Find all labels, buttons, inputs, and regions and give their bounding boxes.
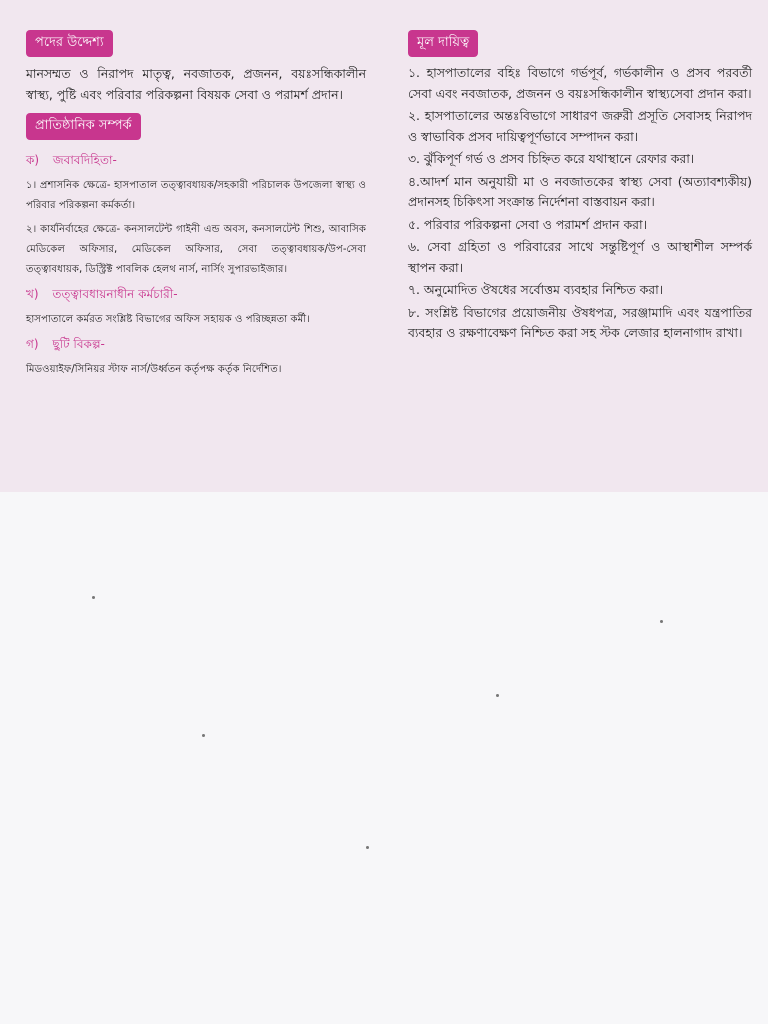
speck: [92, 596, 95, 599]
speck: [366, 846, 369, 849]
section-key: ক): [26, 153, 40, 167]
objective-heading: পদের উদ্দেশ্য: [26, 30, 113, 57]
right-column: [408, 30, 752, 346]
section-item: ১। প্রশাসনিক ক্ষেত্রে- হাসপাতাল তত্ত্বাবধায়ক/সহকারী পরিচালক উপজেলা স্বাস্থ্য ও পরিবার পরিকল্পনা কর্মকর্তা।: [26, 180, 366, 211]
duty-item: ৮. সংশ্লিষ্ট বিভাগের প্রয়োজনীয় ঔষধপত্র, সরঞ্জামাদি এবং যন্ত্রপাতির ব্যবহার ও রক্ষণাবেক্ষণ নিশ্চিত করা সহ স্টক লেজার হালনাগাদ রাখা।: [408, 304, 752, 340]
duties-list: [408, 63, 752, 344]
duty-item: ৩. ঝুঁকিপূর্ণ গর্ভ ও প্রসব চিহ্নিত করে যথাস্থানে রেফার করা।: [408, 151, 695, 166]
section-heading: [26, 152, 366, 172]
section-title: তত্ত্বাবধায়নাধীন কর্মচারী-: [52, 287, 178, 301]
duty-item: ৪.আদর্শ মান অনুযায়ী মা ও নবজাতকের স্বাস্থ্য সেবা (অত্যাবশ্যকীয়) প্রদানসহ চিকিৎসা সংক্রান্ত নির্দেশনা বাস্তবায়ন করা।: [408, 173, 752, 209]
left-column: [26, 30, 366, 384]
blank-area: [0, 492, 768, 1024]
speck: [496, 694, 499, 697]
section-heading: [26, 286, 366, 306]
brochure-panel: [0, 0, 768, 492]
duties-heading: মূল দায়িত্ব: [408, 30, 478, 57]
relation-heading: প্রাতিষ্ঠানিক সম্পর্ক: [26, 113, 141, 140]
speck: [202, 734, 205, 737]
section-title: ছুটি বিকল্প-: [52, 337, 105, 351]
section-item: হাসপাতালে কর্মরত সংশ্লিষ্ট বিভাগের অফিস সহায়ক ও পরিচ্ছন্নতা কর্মী।: [26, 314, 310, 325]
objective-text: মানসম্মত ও নিরাপদ মাতৃত্ব, নবজাতক, প্রজনন, বয়ঃসন্ধিকালীন স্বাস্থ্য, পুষ্টি এবং পরিবার পরিকল্পনা বিষয়ক সেবা ও পরামর্শ প্রদান।: [26, 66, 366, 102]
duty-item: ১. হাসপাতালের বহিঃ বিভাগে গর্ভপূর্ব, গর্ভকালীন ও প্রসব পরবর্তী সেবা এবং নবজাতক, প্রজনন ও বয়ঃসন্ধিকালীন স্বাস্থ্যসেবা প্রদান করা।: [408, 65, 752, 101]
section-item: মিডওয়াইফ/সিনিয়র স্টাফ নার্স/উর্ধ্বতন কর্তৃপক্ষ কর্তৃক নির্দেশিত।: [26, 364, 282, 375]
speck: [660, 620, 663, 623]
duty-item: ২. হাসপাতালের অন্তঃবিভাগে সাধারণ জরুরী প্রসূতি সেবাসহ নিরাপদ ও স্বাভাবিক প্রসব দায়িত্বপূর্ণভাবে সম্পাদন করা।: [408, 108, 752, 144]
duty-item: ৫. পরিবার পরিকল্পনা সেবা ও পরামর্শ প্রদান করা।: [408, 216, 648, 232]
section-item: ২। কার্যনির্বাহের ক্ষেত্রে- কনসালটেন্ট গাইনী এন্ড অবস, কনসালটেন্ট শিশু, আবাসিক মেডিকেল অফিসার, মেডিকেল অফিসার, সেবা তত্ত্বাবধায়ক/উপ-সেবা তত্ত্বাবধায়ক, ডিস্ট্রিক্ট পাবলিক হেলথ নার্স, নার্সিং সুপারভাইজার।: [26, 224, 366, 275]
duty-item: ৭. অনুমোদিত ঔষধের সর্বোত্তম ব্যবহার নিশ্চিত করা।: [408, 282, 664, 297]
duty-item: ৬. সেবা গ্রহিতা ও পরিবারের সাথে সন্তুষ্টিপূর্ণ ও আস্থাশীল সম্পর্ক স্থাপন করা।: [408, 239, 752, 275]
section-title: জবাবদিহিতা-: [52, 153, 117, 167]
section-key: খ): [26, 287, 39, 301]
section-heading: [26, 336, 366, 356]
section-key: গ): [26, 337, 39, 351]
